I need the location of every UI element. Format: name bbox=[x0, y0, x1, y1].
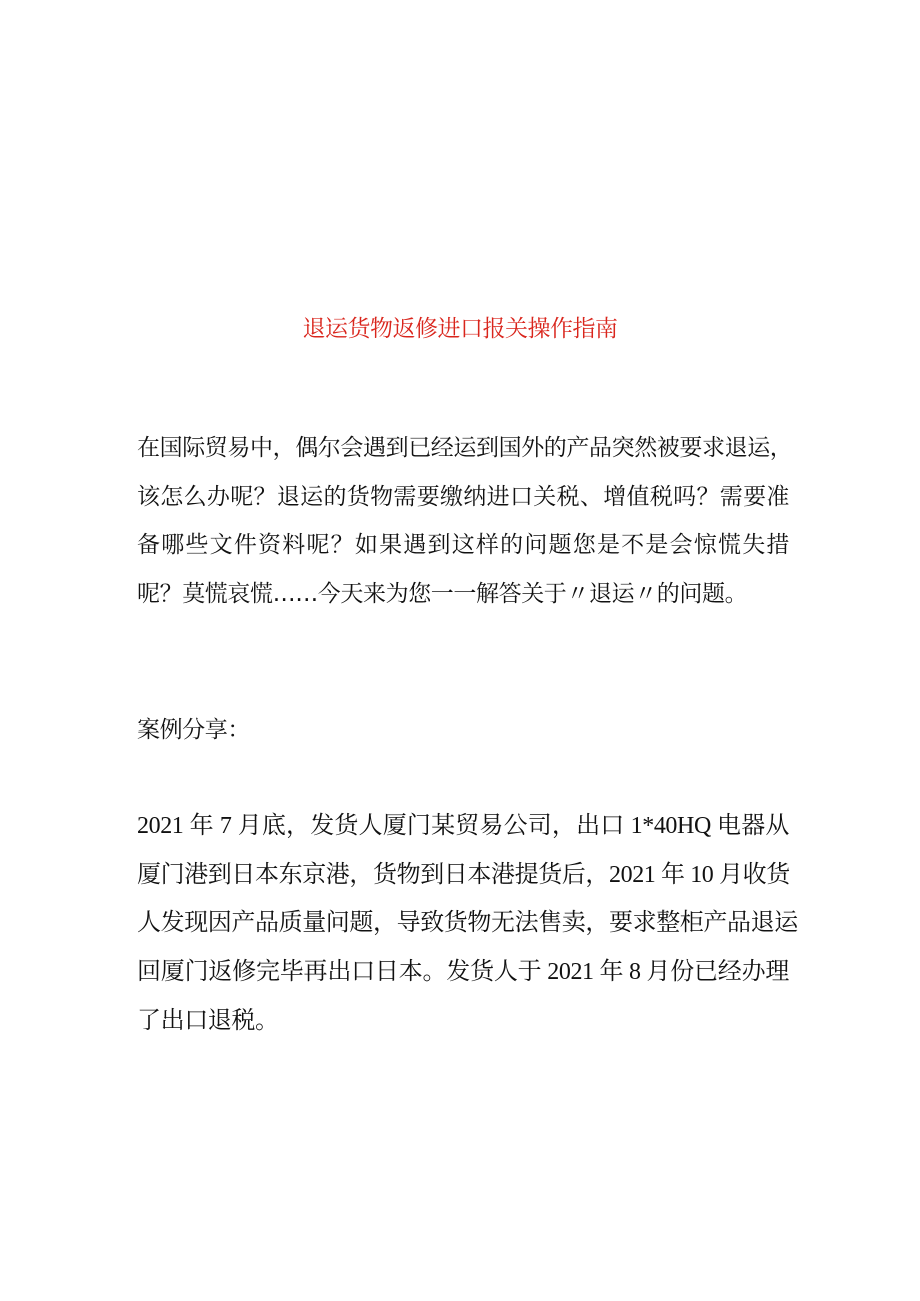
intro-line: 该怎么办呢？退运的货物需要缴纳进口关税、增值税吗？需要准 bbox=[137, 483, 789, 510]
intro-paragraph bbox=[137, 424, 793, 618]
case-line: 回厦门返修完毕再出口日本。发货人于 2021 年 8 月份已经办理 bbox=[137, 959, 789, 986]
document-title: 退运货物返修进口报关操作指南 bbox=[302, 316, 618, 342]
intro-line: 备哪些文件资料呢？如果遇到这样的问题您是不是会惊慌失措 bbox=[137, 532, 789, 558]
intro-line: 呢？莫慌哀慌……今天来为您一一解答关于〃退运〃的问题。 bbox=[137, 580, 748, 607]
case-line: 2021 年 7 月底，发货人厦门某贸易公司，出口 1*40HQ 电器从 bbox=[137, 813, 789, 839]
case-line: 厦门港到日本东京港，货物到日本港提货后，2021 年 10 月收货 bbox=[137, 861, 790, 888]
case-heading: 案例分享： bbox=[137, 717, 251, 743]
case-line: 人发现因产品质量问题，导致货物无法售卖，要求整柜产品退运 bbox=[137, 910, 798, 937]
case-line: 了出口退税。 bbox=[137, 1007, 279, 1034]
intro-line: 在国际贸易中，偶尔会遇到已经运到国外的产品突然被要求退运， bbox=[137, 435, 793, 461]
case-paragraph bbox=[137, 802, 798, 1046]
